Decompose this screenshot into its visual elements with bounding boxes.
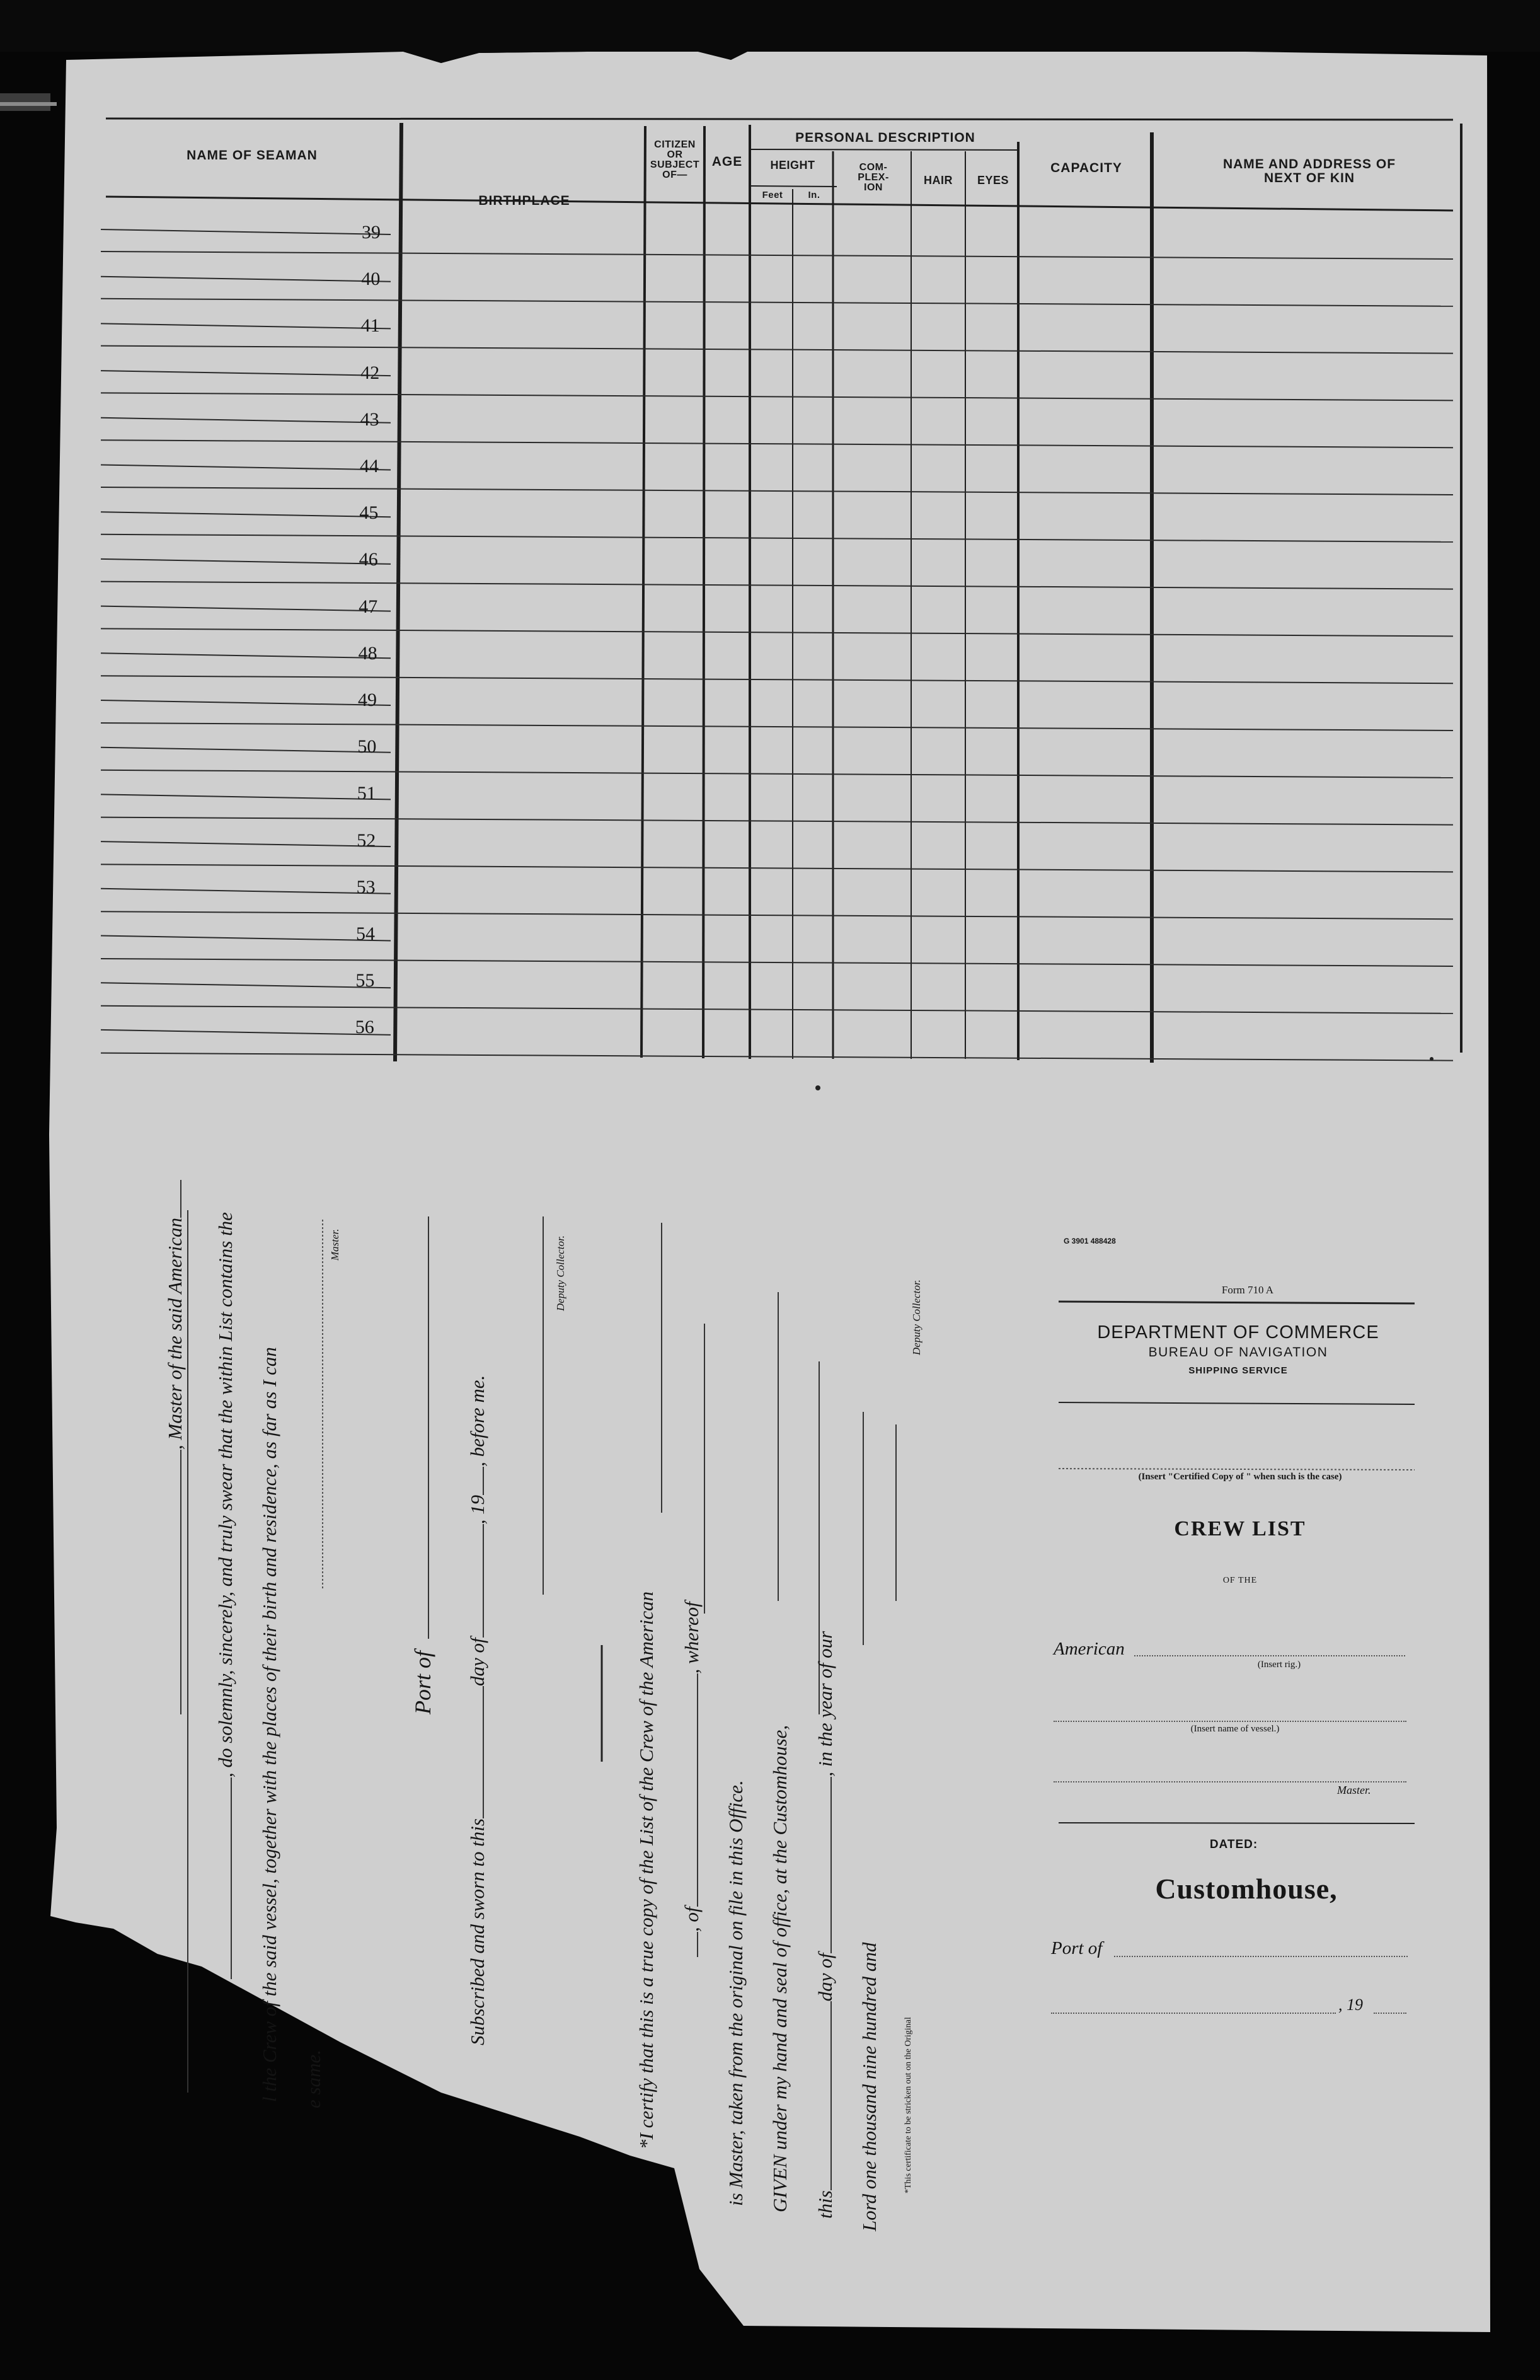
row-number: 44 bbox=[360, 456, 379, 477]
row-number: 41 bbox=[360, 315, 380, 337]
vessel-name-blank bbox=[1054, 1721, 1406, 1722]
oath-deputy-collector: Deputy Collector. bbox=[555, 1235, 566, 1311]
master-blank bbox=[1054, 1781, 1406, 1782]
header-name-of-seaman: NAME OF SEAMAN bbox=[187, 148, 318, 163]
bureau-name: BUREAU OF NAVIGATION bbox=[1148, 1345, 1328, 1360]
cover-year-blank bbox=[1374, 2013, 1406, 2014]
header-next-of-kin: NAME AND ADDRESS OF NEXT OF KIN bbox=[1222, 157, 1396, 185]
header-birthplace: BIRTHPLACE bbox=[478, 194, 570, 208]
row-number: 56 bbox=[355, 1017, 374, 1038]
service-name: SHIPPING SERVICE bbox=[1188, 1365, 1288, 1376]
row-number: 50 bbox=[357, 736, 377, 758]
of-the-label: OF THE bbox=[1222, 1576, 1258, 1585]
header-personal-description: PERSONAL DESCRIPTION bbox=[795, 130, 975, 145]
header-inches: In. bbox=[808, 190, 820, 200]
row-number: 49 bbox=[358, 690, 377, 710]
insert-vessel-note: (Insert name of vessel.) bbox=[1190, 1724, 1280, 1734]
dated-label: DATED: bbox=[1209, 1838, 1258, 1851]
header-complexion: COM- PLEX- ION bbox=[858, 162, 889, 193]
certificate-line-5: thisday of, in the year of our bbox=[814, 1631, 836, 2219]
cover-date-blank bbox=[1051, 2013, 1336, 2014]
row-number: 40 bbox=[361, 269, 381, 290]
oath-port-of: Port of bbox=[410, 1650, 435, 1714]
row-number: 48 bbox=[358, 642, 377, 664]
row-number: 52 bbox=[357, 829, 376, 851]
american-label: American bbox=[1054, 1639, 1125, 1659]
certificate-line-1: *I certify that this is a true copy of the List of the Crew of the American bbox=[635, 1591, 657, 2149]
certificate-deputy-collector: Deputy Collector. bbox=[911, 1280, 922, 1355]
row-number: 53 bbox=[356, 876, 376, 898]
insert-certified-note: (Insert "Certified Copy of " when such is the case) bbox=[1138, 1472, 1342, 1482]
header-capacity: CAPACITY bbox=[1050, 161, 1122, 175]
cover-port-of-label: Port of bbox=[1051, 1938, 1103, 1958]
certificate-footnote: *This certificate to be stricken out on the Original bbox=[904, 2017, 913, 2193]
row-number: 55 bbox=[355, 970, 375, 991]
department-name: DEPARTMENT OF COMMERCE bbox=[1097, 1322, 1379, 1343]
cover-year-label: , 19 bbox=[1338, 1996, 1363, 2014]
certificate-line-3: is Master, taken from the original on file in this Office. bbox=[725, 1780, 747, 2206]
cover-port-blank bbox=[1114, 1956, 1408, 1957]
header-height: HEIGHT bbox=[770, 159, 815, 171]
certificate-line-6: Lord one thousand nine hundred and bbox=[858, 1942, 880, 2231]
header-hair: HAIR bbox=[924, 174, 953, 187]
header-eyes: EYES bbox=[977, 174, 1009, 187]
certificate-line-4: GIVEN under my hand and seal of office, at the Customhouse, bbox=[769, 1724, 791, 2212]
header-age: AGE bbox=[711, 154, 743, 169]
row-number: 54 bbox=[356, 923, 375, 944]
oath-line-3: l the Crew of the said vessel, together with the places of their birth and residence, as far as I can bbox=[258, 1347, 280, 2102]
row-number: 42 bbox=[360, 362, 380, 383]
oath-master-label: Master. bbox=[329, 1228, 341, 1261]
oath-line-4: e same. bbox=[302, 2050, 325, 2108]
oath-subscribed: Subscribed and sworn to thisday of, 19, before me. bbox=[466, 1375, 488, 2045]
crew-list-title: CREW LIST bbox=[1174, 1517, 1306, 1540]
header-citizen: CITIZEN OR SUBJECT OF— bbox=[650, 139, 700, 180]
row-number: 45 bbox=[359, 502, 379, 524]
rig-blank bbox=[1134, 1655, 1405, 1656]
insert-rig-note: (Insert rig.) bbox=[1257, 1660, 1301, 1670]
oath-line-1: , Master of the said American bbox=[164, 1180, 187, 1714]
header-feet: Feet bbox=[762, 190, 783, 200]
row-number: 43 bbox=[360, 408, 379, 430]
oath-line-2: , do solemnly, sincerely, and truly swear that the within List contains the bbox=[214, 1212, 237, 1979]
row-number: 51 bbox=[357, 783, 376, 804]
certificate-line-2: , of, whereof bbox=[681, 1602, 703, 1957]
row-number: 47 bbox=[359, 596, 378, 617]
customhouse-label: Customhouse, bbox=[1155, 1873, 1338, 1905]
print-code: G 3901 488428 bbox=[1064, 1237, 1116, 1245]
row-number: 46 bbox=[359, 549, 378, 570]
row-number: 39 bbox=[362, 222, 381, 243]
cover-master-label: Master. bbox=[1337, 1784, 1371, 1796]
form-number: Form 710 A bbox=[1221, 1284, 1274, 1296]
